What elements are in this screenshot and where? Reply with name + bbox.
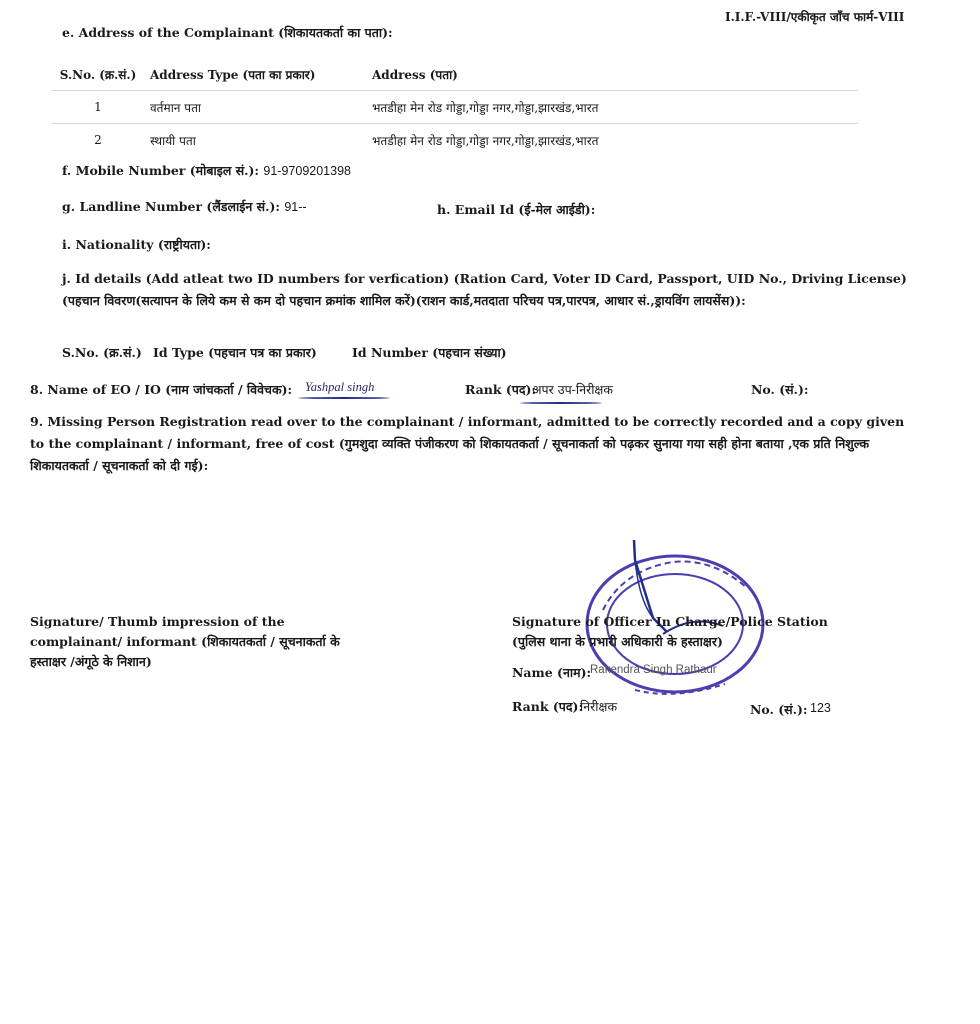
- row-address: भतडीहा मेन रोड गोड्डा,गोड्डा नगर,गोड्डा,झारखंड,भारत: [366, 124, 858, 157]
- table-row: [52, 124, 858, 157]
- id-header-type: Id Type (पहचान पत्र का प्रकार): [153, 345, 317, 360]
- officer-no-label: No. (सं.):: [750, 702, 808, 717]
- mobile-value: 91-9709201398: [263, 164, 351, 178]
- officer-rank: निरीक्षक: [580, 699, 618, 714]
- eo-rank-underline: [520, 402, 602, 404]
- eo-label: 8. Name of EO / IO (नाम जांचकर्ता / विवेचक):: [30, 382, 293, 397]
- landline-field: [62, 198, 307, 215]
- section-e-title: e. Address of the Complainant (शिकायतकर्ता का पता):: [62, 25, 393, 40]
- table-row: [52, 91, 858, 124]
- eo-name-underline: [298, 397, 390, 399]
- row-sno: 1: [52, 91, 144, 124]
- address-table-header: [52, 58, 858, 91]
- officer-name: Rakendra Singh Rathaur: [590, 664, 717, 676]
- officer-no: 123: [810, 701, 831, 715]
- row-address: भतडीहा मेन रोड गोड्डा,गोड्डा नगर,गोड्डा,झारखंड,भारत: [366, 91, 858, 124]
- eo-name: Yashpal singh: [305, 380, 375, 394]
- id-details-text: j. Id details (Add atleat two ID numbers for verfication) (Ration Card, Voter ID Card, Passport, UID No., Driving License) (पहचान विवरण(सत्यापन के लिये कम से कम दो पहचान क्रमांक शामिल करें)(राशन कार्ड,मतदाता परिचय पत्र,पारपत्र, आधार सं.,ड्रायविंग लायसेंस)):: [62, 271, 907, 308]
- officer-rank-label: Rank (पद):: [512, 699, 584, 714]
- address-table: [52, 58, 858, 156]
- header-address: Address (पता): [372, 67, 458, 82]
- registration-text: 9. Missing Person Registration read over to the complainant / informant, admitted to be correctly recorded and a copy given to the complainant / informant, free of cost (गुमशुदा व्यक्ति पंजीकरण को शिकायतकर्ता / सूचनाकर्ता को पढ़कर सुनाया गया सही होना बताया ,एक प्रति निशुल्क शिकायतकर्ता / सूचनाकर्ता को दी गई):: [30, 414, 905, 473]
- officer-signature-line2: (पुलिस थाना के प्रभारी अधिकारी के हस्ताक्षर): [512, 634, 723, 649]
- form-id: I.I.F.-VIII/एकीकृत जाँच फार्म-VIII: [725, 10, 905, 24]
- row-address-type: वर्तमान पता: [144, 91, 366, 124]
- complainant-signature-text: Signature/ Thumb impression of the complainant/ informant (शिकायतकर्ता / सूचनाकर्ता के हस्ताक्षर /अंगूठे के निशान): [30, 614, 340, 669]
- officer-signature-line1: Signature of Officer In Charge/Police Station: [512, 614, 828, 629]
- landline-value: 91--: [284, 200, 307, 214]
- officer-name-label: Name (नाम):: [512, 665, 592, 680]
- eo-no-label: No. (सं.):: [751, 382, 809, 397]
- header-address-type: Address Type (पता का प्रकार): [150, 67, 316, 82]
- officer-signature-block: [512, 612, 828, 652]
- id-header-number: Id Number (पहचान संख्या): [352, 345, 507, 360]
- nationality-label: i. Nationality (राष्ट्रीयता):: [62, 237, 211, 252]
- landline-label: g. Landline Number (लैंडलाईन सं.):: [62, 199, 280, 214]
- header-sno: S.No. (क्र.सं.): [59, 67, 137, 82]
- id-header-sno: S.No. (क्र.सं.): [62, 345, 142, 360]
- mobile-field: [62, 162, 351, 179]
- row-address-type: स्थायी पता: [144, 124, 366, 157]
- email-label: h. Email Id (ई-मेल आईडी):: [437, 202, 596, 217]
- mobile-label: f. Mobile Number (मोबाइल सं.):: [62, 163, 260, 178]
- row-sno: 2: [52, 124, 144, 157]
- eo-rank: अपर उप-निरीक्षक: [532, 382, 613, 397]
- eo-rank-label: Rank (पद):: [465, 382, 537, 397]
